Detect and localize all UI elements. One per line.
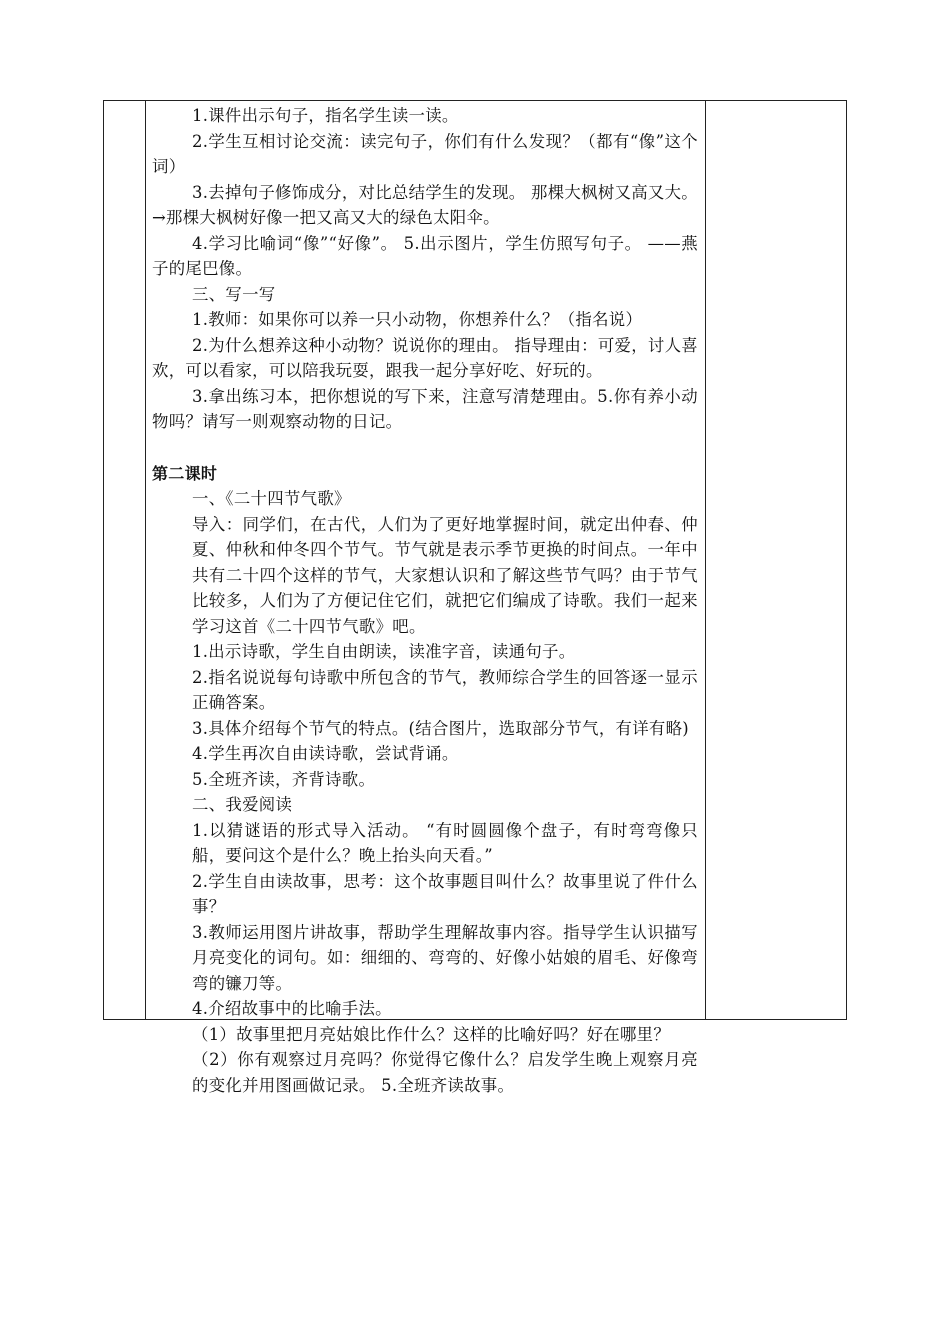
paragraph: 2.学生互相讨论交流：读完句子，你们有什么发现？（都有“像”这个词） xyxy=(152,131,698,176)
section-heading: 一、《二十四节气歌》 xyxy=(192,489,351,508)
paragraph: （1）故事里把月亮姑娘比作什么？这样的比喻好吗？好在哪里？ xyxy=(192,1024,671,1044)
paragraph: 2.学生自由读故事，思考：这个故事题目叫什么？故事里说了件什么事？ xyxy=(192,871,698,916)
paragraph: 4.学生再次自由读诗歌，尝试背诵。 xyxy=(192,744,459,763)
paragraph: 5.全班齐读，齐背诗歌。 xyxy=(192,769,376,789)
paragraph: 3.拿出练习本，把你想说的写下来，注意写清楚理由。5.你有养小动物吗？请写一则观察动物的日记。 xyxy=(152,386,698,431)
paragraph: （2）你有观察过月亮吗？你觉得它像什么？启发学生晚上观察月亮的变化并用图画做记录。 5.全班齐读故事。 xyxy=(192,1050,698,1095)
paragraph: 3.具体介绍每个节气的特点。(结合图片，选取部分节气，有详有略) xyxy=(192,718,689,738)
paragraph: 1.课件出示句子，指名学生读一读。 xyxy=(192,106,459,125)
paragraph: 2.指名说说每句诗歌中所包含的节气，教师综合学生的回答逐一显示正确答案。 xyxy=(192,667,698,712)
paragraph: 3.去掉句子修饰成分，对比总结学生的发现。 那棵大枫树又高又大。→那棵大枫树好像一把又高又大的绿色太阳伞。 xyxy=(152,182,698,227)
section-heading: 二、我爱阅读 xyxy=(192,795,293,814)
lesson-content xyxy=(152,103,698,1098)
paragraph: 导入：同学们，在古代，人们为了更好地掌握时间，就定出仲春、仲夏、仲秋和仲冬四个节气。节气就是表示季节更换的时间点。一年中共有二十四个这样的节气，大家想认识和了解这些节气吗？由于节气比较多，人们为了方便记住它们，就把它们编成了诗歌。我们一起来学习这首《二十四节气歌》吧。 xyxy=(192,514,698,636)
paragraph: 4.介绍故事中的比喻手法。 xyxy=(192,999,392,1018)
paragraph: 1.教师：如果你可以养一只小动物，你想养什么？（指名说） xyxy=(192,310,643,329)
section-heading: 三、写一写 xyxy=(192,284,276,304)
paragraph: 3.教师运用图片讲故事，帮助学生理解故事内容。指导学生认识描写月亮变化的词句。如：细细的、弯弯的、好像小姑娘的眉毛、好像弯弯的镰刀等。 xyxy=(192,922,698,993)
paragraph: 1.以猜谜语的形式导入活动。 “有时圆圆像个盘子，有时弯弯像只船，要问这个是什么？晚上抬头向天看。” xyxy=(192,820,698,865)
column-divider-right xyxy=(705,101,706,1019)
paragraph: 2.为什么想养这种小动物？说说你的理由。 指导理由：可爱，讨人喜欢，可以看家，可以陪我玩耍，跟我一起分享好吃、好玩的。 xyxy=(152,335,698,380)
paragraph: 1.出示诗歌，学生自由朗读，读准字音，读通句子。 xyxy=(192,642,576,661)
paragraph: 4.学习比喻词“像”“好像”。 5.出示图片，学生仿照写句子。 ——燕子的尾巴像。 xyxy=(152,233,698,278)
column-divider-left xyxy=(145,101,146,1019)
lesson-title: 第二课时 xyxy=(152,463,218,483)
